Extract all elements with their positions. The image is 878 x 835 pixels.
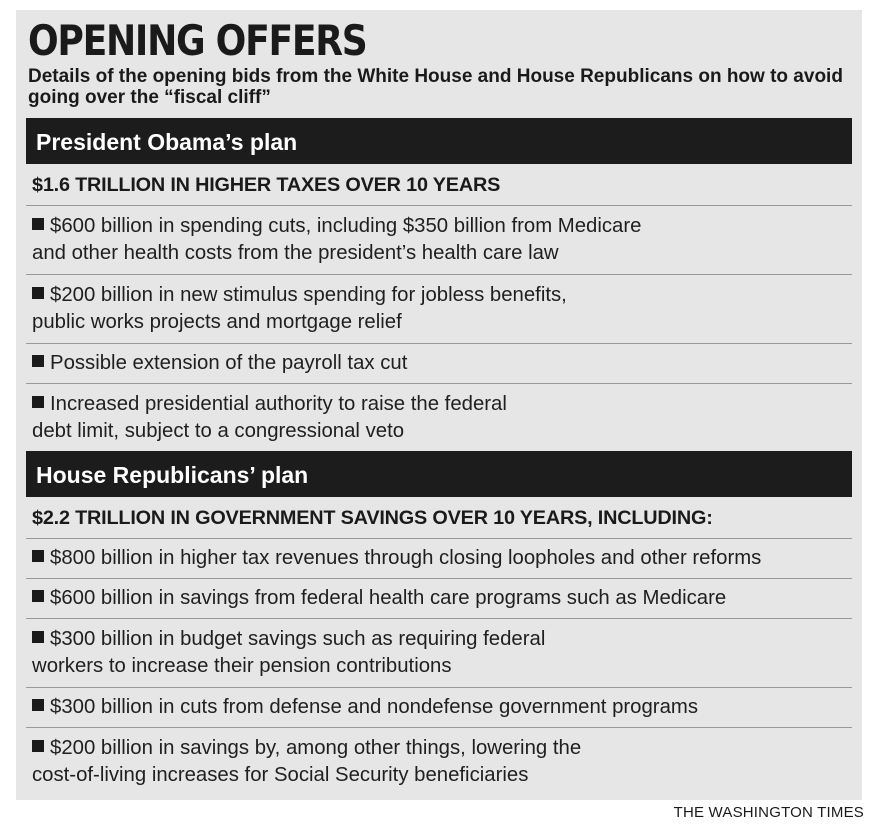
item-line: debt limit, subject to a congressional veto [32,420,405,442]
list-item [26,344,852,384]
subheadline: Details of the opening bids from the White House and House Republicans on how to avoid going over the “fiscal cliff” [28,66,843,108]
headline: OPENING OFFERS [28,16,367,65]
republican-plan-total: $2.2 TRILLION IN GOVERNMENT SAVINGS OVER 10 YEARS, INCLUDING: [26,497,852,539]
square-bullet-icon [32,218,44,230]
item-line: and other health costs from the president’s health care law [32,242,559,264]
list-item [26,206,852,275]
square-bullet-icon [32,550,44,562]
item-line: Increased presidential authority to raise the federal [50,393,507,415]
item-line: $300 billion in budget savings such as requiring federal [50,628,546,650]
item-line: $200 billion in new stimulus spending for jobless benefits, [50,284,567,306]
republican-plan-section [26,451,852,796]
item-line: workers to increase their pension contributions [32,655,452,677]
list-item [26,728,852,796]
item-line: public works projects and mortgage relief [32,311,402,333]
item-line: $300 billion in cuts from defense and nondefense government programs [50,696,699,718]
square-bullet-icon [32,287,44,299]
graphic-panel [16,10,862,800]
item-line: cost-of-living increases for Social Security beneficiaries [32,764,529,786]
item-line: $800 billion in higher tax revenues through closing loopholes and other reforms [50,547,762,569]
list-item [26,619,852,688]
item-line: $600 billion in savings from federal health care programs such as Medicare [50,587,727,609]
obama-plan-list [26,206,852,452]
obama-plan-total: $1.6 TRILLION IN HIGHER TAXES OVER 10 YEARS [26,164,852,206]
item-line: Possible extension of the payroll tax cut [50,352,408,374]
list-item [26,579,852,619]
square-bullet-icon [32,355,44,367]
republican-plan-list [26,539,852,796]
list-item [26,688,852,728]
source-credit: THE WASHINGTON TIMES [673,804,864,821]
square-bullet-icon [32,396,44,408]
list-item [26,539,852,579]
square-bullet-icon [32,740,44,752]
obama-plan-section [26,118,852,452]
republican-plan-title: House Republicans’ plan [26,451,852,497]
item-line: $600 billion in spending cuts, including $350 billion from Medicare [50,215,642,237]
list-item [26,275,852,344]
square-bullet-icon [32,590,44,602]
list-item [26,384,852,452]
square-bullet-icon [32,631,44,643]
square-bullet-icon [32,699,44,711]
obama-plan-title: President Obama’s plan [26,118,852,164]
item-line: $200 billion in savings by, among other things, lowering the [50,737,582,759]
